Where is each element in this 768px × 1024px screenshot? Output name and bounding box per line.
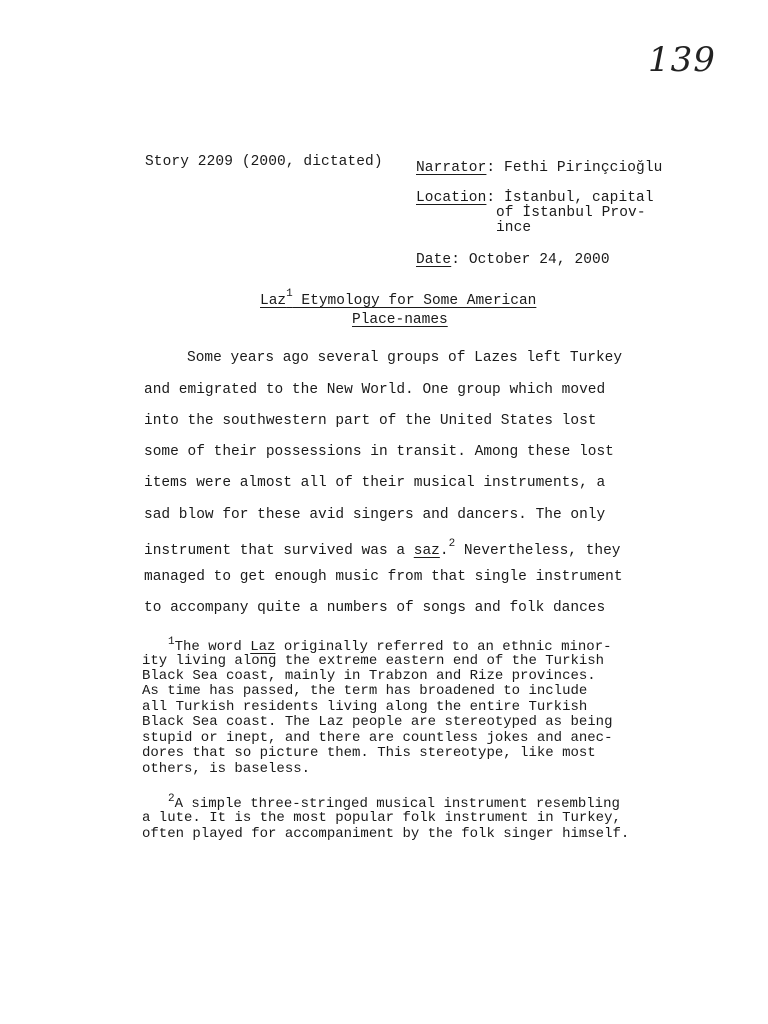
footnote-1-line-1-b: originally referred to an ethnic minor- (275, 639, 612, 655)
footnote-2-marker: 2 (168, 793, 175, 805)
body-line-7-c: Nevertheless, they (455, 543, 621, 559)
body-line-6: sad blow for these avid singers and dancers. The only (144, 507, 606, 523)
footnote-1-line-9: others, is baseless. (142, 761, 311, 777)
body-note-ref-2: 2 (448, 538, 456, 550)
date-label: Date (416, 252, 452, 268)
footnote-1-line-7: stupid or inept, and there are countless jokes and anec- (142, 730, 613, 746)
body-line-1: Some years ago several groups of Lazes left Turkey (187, 350, 623, 366)
footnote-1-line-4: As time has passed, the term has broadened to include (142, 683, 588, 699)
body-line-9: to accompany quite a numbers of songs and folk dances (144, 600, 606, 616)
narrator-value: : Fethi Pirinçcioğlu (486, 160, 663, 176)
body-line-8: managed to get enough music from that single instrument (144, 569, 623, 585)
story-title-line-2: Place-names (352, 312, 448, 328)
footnote-2-line-2: a lute. It is the most popular folk instrument in Turkey, (142, 810, 621, 826)
saz-term: saz (413, 543, 440, 559)
footnote-1-line-1-a: The word (174, 639, 251, 655)
location-line-3: ince (496, 220, 532, 236)
footnote-1-line-3: Black Sea coast, mainly in Trabzon and Rize provinces. (142, 668, 596, 684)
location-value: : İstanbul, capital (486, 190, 654, 206)
title-rest: Etymology for Some American (292, 293, 537, 309)
body-line-7-a: instrument that survived was a (144, 543, 414, 559)
page-number: 139 (648, 40, 716, 80)
location-line-2: of İstanbul Prov- (496, 205, 646, 221)
narrator-line (416, 160, 662, 176)
footnote-1-line-8: dores that so picture them. This stereotype, like most (142, 745, 596, 761)
body-line-3: into the southwestern part of the United States lost (144, 413, 597, 429)
body-line-7-b: . (439, 543, 449, 559)
footnote-1-marker: 1 (168, 636, 175, 648)
title-laz: Laz (260, 293, 287, 309)
date-value: : October 24, 2000 (451, 252, 610, 268)
story-title-line-1 (260, 288, 536, 309)
footnote-1-line-6: Black Sea coast. The Laz people are stereotyped as being (142, 714, 613, 730)
footnote-2-line-3: often played for accompaniment by the folk singer himself. (142, 826, 630, 842)
date-line (416, 252, 610, 268)
body-line-4: some of their possessions in transit. Among these lost (144, 444, 614, 460)
footnote-1-line-2: ity living along the extreme eastern end of the Turkish (142, 653, 605, 669)
footnote-laz-term: Laz (250, 639, 276, 655)
location-label: Location (416, 190, 487, 206)
footnote-2-line-1-text: A simple three-stringed musical instrument resembling (174, 796, 620, 812)
narrator-label: Narrator (416, 160, 487, 176)
title-note-ref: 1 (286, 288, 293, 300)
location-line (416, 190, 654, 206)
body-line-2: and emigrated to the New World. One group which moved (144, 382, 606, 398)
story-id: Story 2209 (2000, dictated) (145, 154, 383, 170)
body-line-7 (144, 538, 621, 559)
body-line-5: items were almost all of their musical instruments, a (144, 475, 606, 491)
footnote-1-line-5: all Turkish residents living along the entire Turkish (142, 699, 588, 715)
